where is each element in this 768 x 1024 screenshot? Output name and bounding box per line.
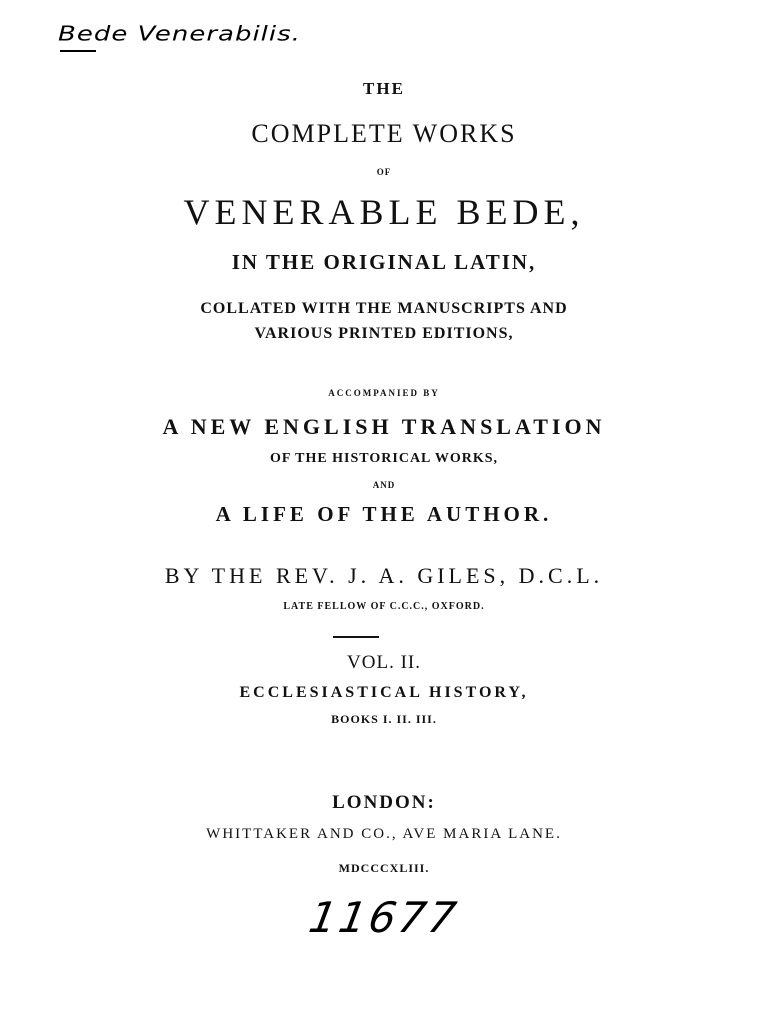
life-of-author: A LIFE OF THE AUTHOR. bbox=[215, 502, 553, 526]
books-range: BOOKS I. II. III. bbox=[331, 712, 437, 726]
imprint-publisher: WHITTAKER AND CO., AVE MARIA LANE. bbox=[206, 826, 562, 842]
title-the: THE bbox=[363, 79, 405, 98]
imprint-city: LONDON: bbox=[332, 792, 436, 813]
shelf-number: 11677 bbox=[305, 893, 463, 942]
collated-line-2: VARIOUS PRINTED EDITIONS, bbox=[254, 325, 514, 342]
title-of: OF bbox=[376, 167, 392, 177]
collated-line-1: COLLATED WITH THE MANUSCRIPTS AND bbox=[200, 300, 568, 317]
subtitle-original-latin: IN THE ORIGINAL LATIN, bbox=[231, 250, 537, 274]
title-complete-works: COMPLETE WORKS bbox=[251, 119, 517, 148]
historical-works: OF THE HISTORICAL WORKS, bbox=[269, 451, 499, 466]
imprint-year: MDCCCXLIII. bbox=[338, 861, 430, 875]
title-author: VENERABLE BEDE, bbox=[183, 192, 585, 232]
volume-number: VOL. II. bbox=[347, 652, 421, 673]
editor-line: BY THE REV. J. A. GILES, D.C.L. bbox=[164, 563, 604, 588]
owner-inscription: Bede Venerabilis. bbox=[58, 22, 301, 46]
divider-rule bbox=[333, 636, 379, 638]
new-translation: A NEW ENGLISH TRANSLATION bbox=[162, 414, 606, 439]
inscription-underline bbox=[60, 50, 96, 52]
volume-subject: ECCLESIASTICAL HISTORY, bbox=[239, 684, 529, 701]
conjunction-and: AND bbox=[372, 480, 396, 490]
editor-affiliation: LATE FELLOW OF C.C.C., OXFORD. bbox=[283, 601, 485, 612]
accompanied-by: ACCOMPANIED BY bbox=[328, 388, 440, 398]
